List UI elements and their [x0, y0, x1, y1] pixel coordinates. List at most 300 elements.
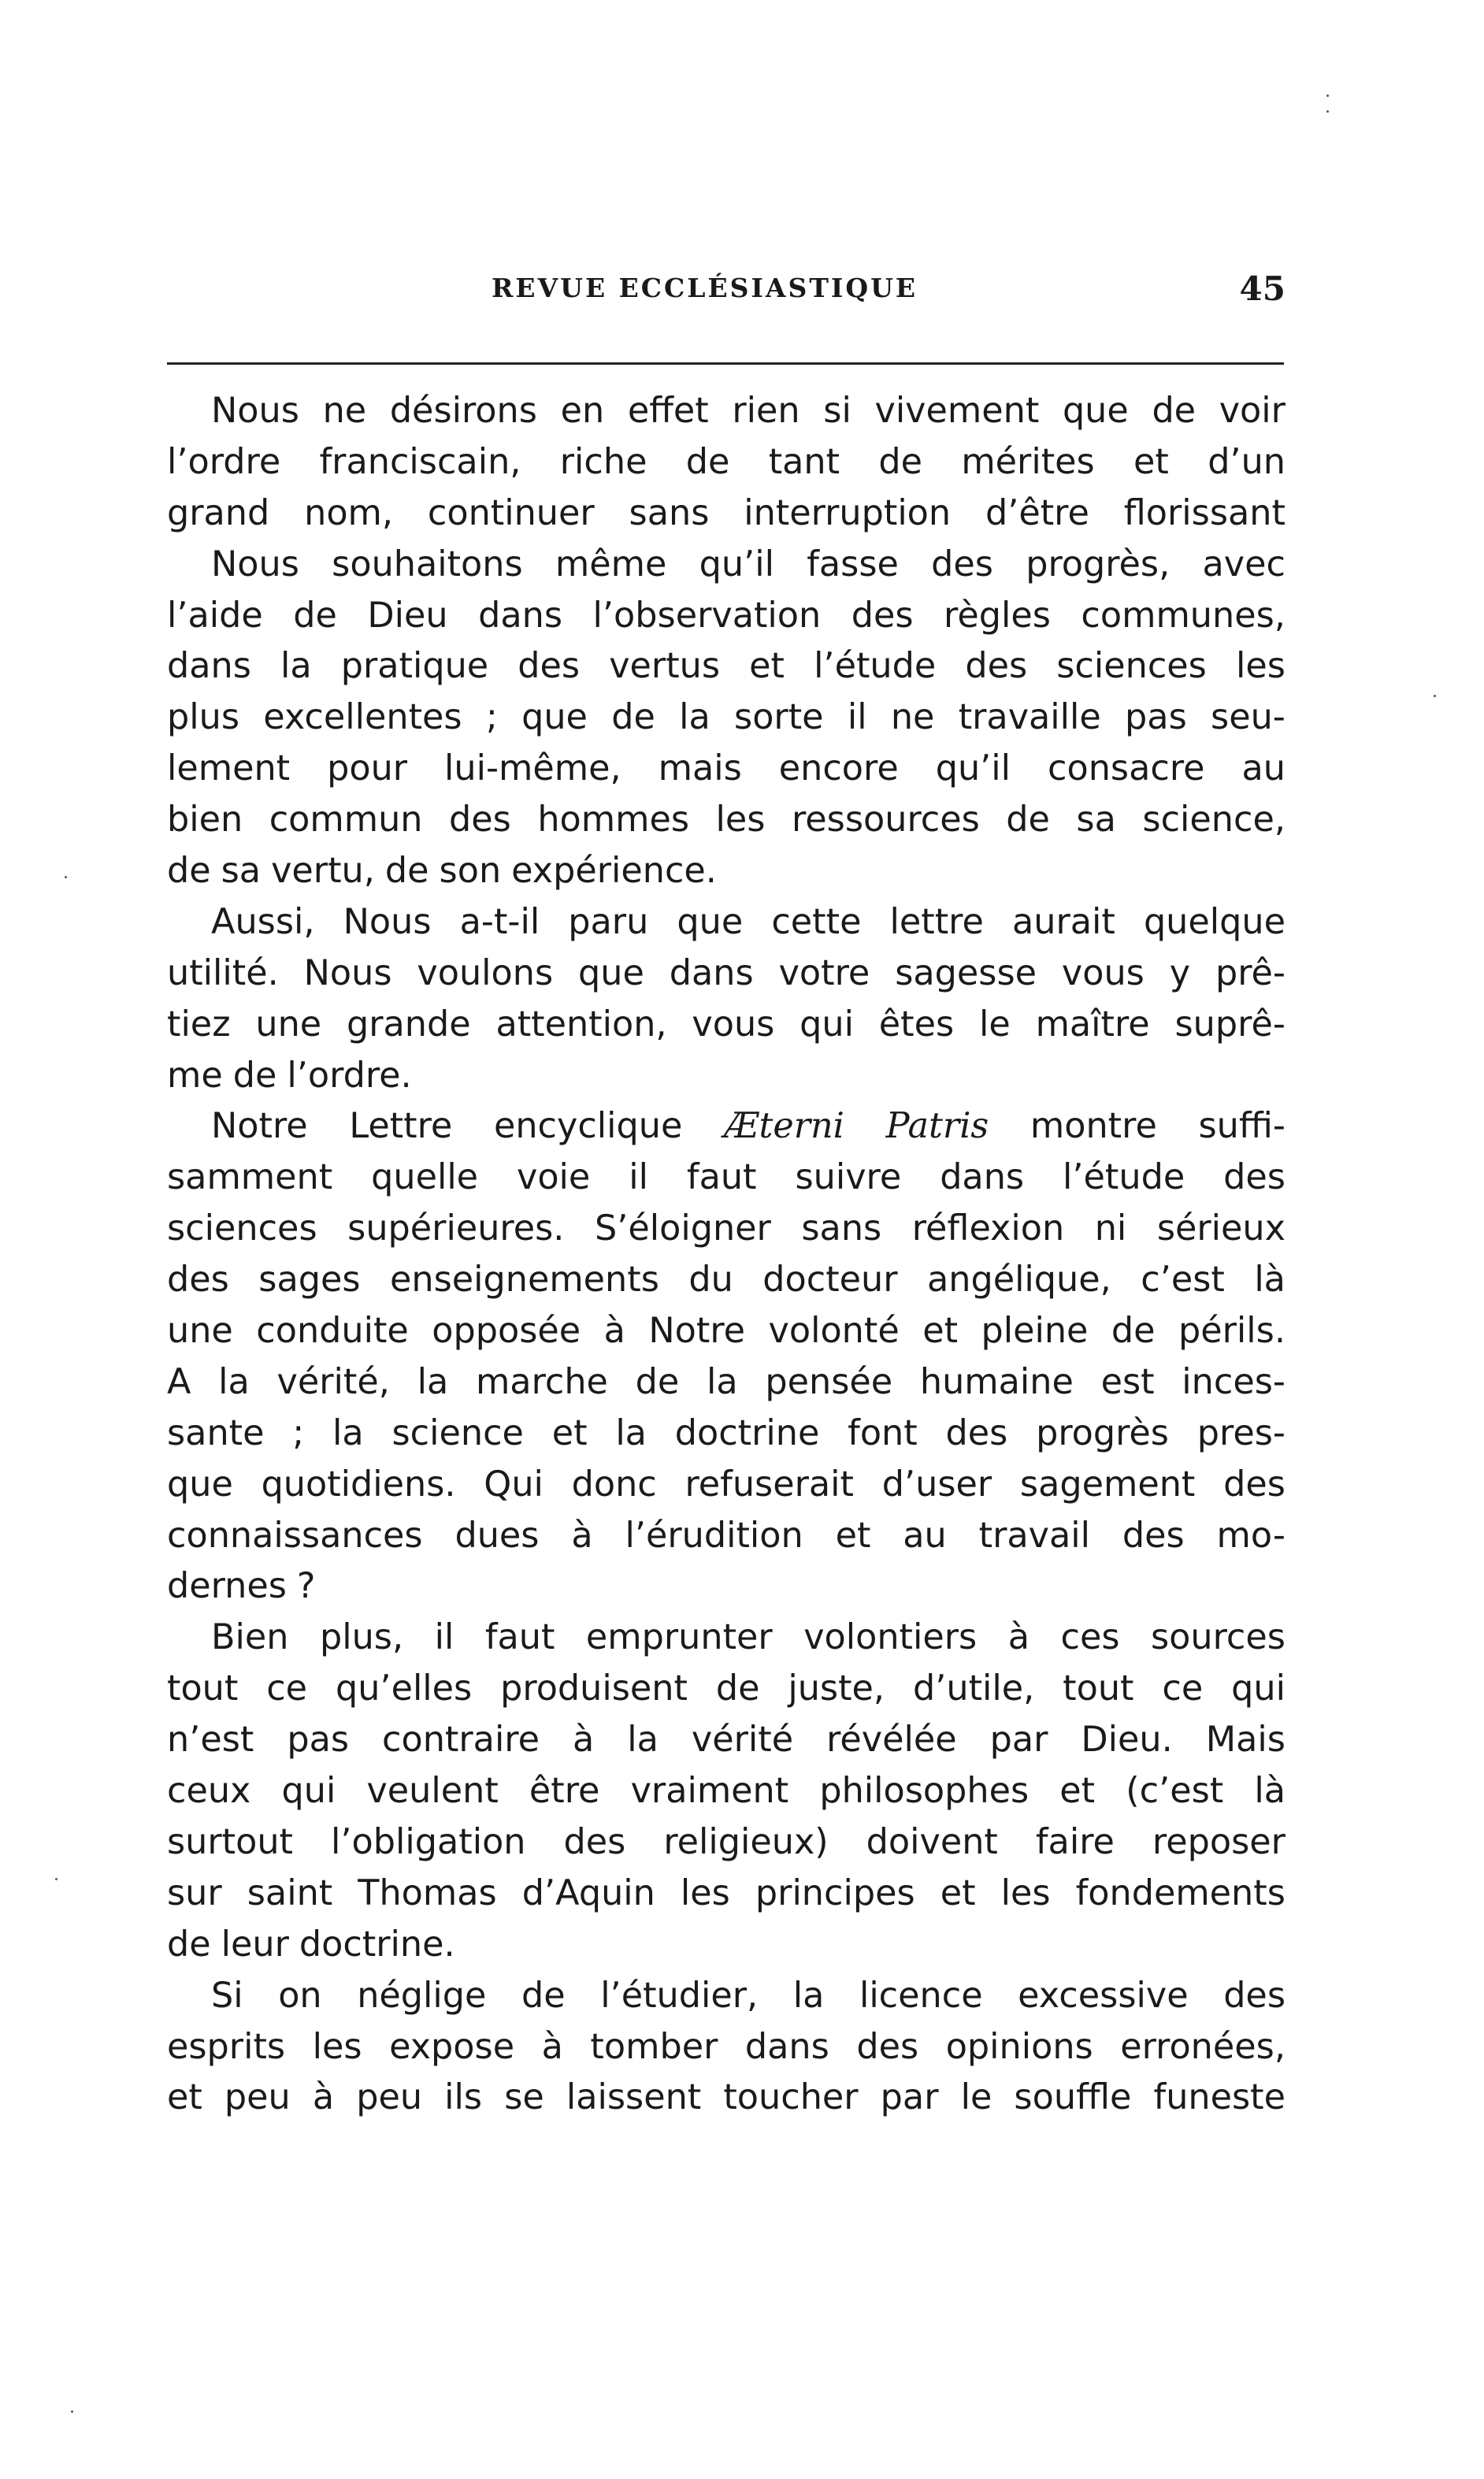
word: donc: [571, 1464, 657, 1505]
word: angélique,: [926, 1260, 1111, 1301]
word: pour: [327, 748, 408, 789]
word: d’Aquin: [521, 1872, 655, 1913]
word: il: [847, 697, 867, 738]
word: conduite: [256, 1311, 409, 1352]
word: Aussi,: [211, 901, 315, 942]
word: réflexion: [911, 1208, 1065, 1249]
word: Nous: [211, 544, 299, 584]
text-line: [167, 2073, 1286, 2124]
word: supérieures.: [347, 1208, 565, 1249]
word: Nous: [343, 901, 432, 942]
word: communes,: [1081, 595, 1286, 636]
word: vous: [1061, 952, 1145, 993]
word: enseignements: [389, 1260, 659, 1301]
word: qui: [800, 1004, 854, 1045]
word: souffle: [1014, 2077, 1132, 2118]
word: vous: [692, 1004, 775, 1045]
word: qui: [281, 1771, 336, 1812]
word: Qui: [484, 1464, 544, 1505]
word: interruption: [744, 492, 952, 533]
text-line: [167, 1971, 1286, 2022]
word: des: [856, 2026, 919, 2067]
word: règles: [944, 595, 1051, 636]
word: grand: [167, 492, 270, 533]
word: quelque: [1143, 901, 1286, 942]
word: prê-: [1215, 952, 1286, 993]
word: de: [232, 1055, 277, 1096]
word: et: [551, 1412, 588, 1453]
word: reposer: [1152, 1821, 1286, 1862]
word: lui-même,: [444, 748, 621, 789]
word: l’étudier,: [600, 1975, 759, 2016]
word: pres-: [1196, 1412, 1286, 1453]
word: les: [1235, 646, 1286, 687]
word: Mais: [1205, 1720, 1286, 1761]
word: suprê-: [1174, 1004, 1286, 1045]
word: des: [1122, 1515, 1185, 1556]
word: bien: [167, 800, 243, 841]
word: en: [560, 391, 605, 431]
word: on: [278, 1975, 322, 2016]
word: ne: [322, 391, 367, 431]
text-line: [167, 1561, 1286, 1612]
word: ceux: [167, 1771, 251, 1812]
word: fondements: [1075, 1872, 1286, 1913]
word: sagesse: [895, 952, 1037, 993]
word: religieux): [663, 1821, 829, 1862]
word: pas: [287, 1720, 350, 1761]
print-speck: [1326, 110, 1329, 113]
word: la: [280, 646, 312, 687]
word: doctrine: [674, 1412, 820, 1453]
word: des: [851, 595, 914, 636]
word: n’est: [167, 1720, 254, 1761]
word: le: [960, 2077, 992, 2118]
word: et: [1133, 441, 1169, 482]
word: excessive: [1018, 1975, 1189, 2016]
word: des: [1223, 1157, 1286, 1198]
word: que: [521, 697, 588, 738]
word: et: [940, 1872, 976, 1913]
word: licence: [859, 1975, 983, 2016]
word: attention,: [495, 1004, 667, 1045]
word: à: [603, 1311, 625, 1352]
word: docteur: [762, 1260, 898, 1301]
word: la: [615, 1412, 647, 1453]
text-line: [167, 948, 1286, 1000]
word: et: [749, 646, 785, 687]
word: hommes: [537, 800, 690, 841]
word: être: [529, 1771, 600, 1812]
print-speck: [71, 2410, 73, 2413]
text-line: [167, 846, 1286, 897]
word: dans: [478, 595, 563, 636]
print-speck: [55, 1878, 58, 1880]
word: continuer: [427, 492, 595, 533]
word: à: [572, 1720, 595, 1761]
word: humaine: [919, 1361, 1074, 1402]
word: les: [715, 800, 766, 841]
word: sur: [167, 1872, 222, 1913]
word: refuserait: [684, 1464, 854, 1505]
word: à: [1007, 1617, 1030, 1658]
word: emprunter: [585, 1617, 773, 1658]
word: sorte: [734, 697, 824, 738]
word: avec: [1202, 544, 1286, 584]
word: de: [1111, 1311, 1156, 1352]
text-line: [167, 1920, 1286, 1971]
word: l’observation: [592, 595, 822, 636]
word: quotidiens.: [261, 1464, 456, 1505]
word: philosophes: [819, 1771, 1030, 1812]
word: y: [1169, 952, 1191, 993]
word: travail: [978, 1515, 1090, 1556]
text-line: [167, 1511, 1286, 1562]
word: toucher: [723, 2077, 859, 2118]
text-line: [167, 540, 1286, 591]
word: ce: [266, 1668, 308, 1709]
word: d’user: [881, 1464, 992, 1505]
word: travaille: [958, 697, 1101, 738]
word: l’ordre.: [287, 1055, 412, 1096]
text-line: [167, 591, 1286, 642]
word: aurait: [1011, 901, 1115, 942]
word: peu: [356, 2077, 423, 2118]
word: des: [1223, 1975, 1286, 2016]
word: expérience.: [511, 851, 717, 892]
word: voir: [1219, 391, 1286, 431]
word: (c’est: [1126, 1771, 1224, 1812]
word: principes: [755, 1872, 915, 1913]
word: la: [332, 1412, 364, 1453]
word: Dieu.: [1081, 1720, 1173, 1761]
text-line: [167, 1460, 1286, 1511]
word: doctrine.: [299, 1924, 455, 1965]
word: périls.: [1178, 1311, 1286, 1352]
text-line: [167, 744, 1286, 795]
word: paru: [568, 901, 649, 942]
text-line: [167, 1612, 1286, 1664]
word: de: [635, 1361, 680, 1402]
word: suffi-: [1198, 1106, 1286, 1147]
word: que: [578, 952, 644, 993]
word: sages: [258, 1260, 361, 1301]
word: progrès,: [1026, 544, 1171, 584]
word: science: [391, 1412, 524, 1453]
word: doivent: [866, 1821, 998, 1862]
word: Notre: [648, 1311, 746, 1352]
word: sante: [167, 1412, 265, 1453]
word: les: [1000, 1872, 1051, 1913]
word: souhaitons: [332, 544, 523, 584]
word: surtout: [167, 1821, 294, 1862]
word: l’ordre: [167, 441, 281, 482]
word: Dieu: [367, 595, 448, 636]
word: la: [627, 1720, 659, 1761]
word: il: [434, 1617, 454, 1658]
word: voie: [517, 1157, 591, 1198]
word: des: [563, 1821, 626, 1862]
word: peu: [224, 2077, 291, 2118]
word: ;: [485, 697, 498, 738]
word: tomber: [590, 2026, 718, 2067]
running-header: [167, 269, 1286, 317]
word: la: [417, 1361, 449, 1402]
word: une: [167, 1311, 233, 1352]
running-title: REVUE ECCLÉSIASTIQUE: [492, 273, 918, 303]
word: maître: [1035, 1004, 1150, 1045]
word: Notre: [211, 1106, 308, 1147]
word: Thomas: [358, 1872, 497, 1913]
word: l’obligation: [331, 1821, 526, 1862]
word: mérites: [961, 441, 1095, 482]
text-line: [167, 1408, 1286, 1460]
word: sérieux: [1156, 1208, 1286, 1249]
word: si: [823, 391, 851, 431]
word: de: [1006, 800, 1050, 841]
word: son: [439, 851, 502, 892]
word: quelle: [371, 1157, 479, 1198]
word: est: [1100, 1361, 1155, 1402]
word: au: [903, 1515, 947, 1556]
body-text: [167, 386, 1286, 2124]
word: vertus: [609, 646, 721, 687]
word: effet: [627, 391, 709, 431]
word: franciscain,: [319, 441, 521, 482]
word: de: [715, 1668, 760, 1709]
print-speck: [65, 876, 67, 878]
word: utilité.: [167, 952, 279, 993]
word: connaissances: [167, 1515, 423, 1556]
word: volontiers: [803, 1617, 978, 1658]
word: l’étude: [814, 646, 937, 687]
word: des: [931, 544, 993, 584]
word: sciences: [1056, 646, 1207, 687]
word: êtes: [878, 1004, 955, 1045]
word: ils: [444, 2077, 483, 2118]
word: de: [1152, 391, 1196, 431]
word: par: [880, 2077, 939, 2118]
word: vérité: [691, 1720, 794, 1761]
text-line: [167, 1051, 1286, 1102]
text-line: [167, 2022, 1286, 2073]
text-line: [167, 1357, 1286, 1408]
word: la: [792, 1975, 825, 2016]
word: mo-: [1216, 1515, 1286, 1556]
word: sans: [801, 1208, 882, 1249]
word: me: [167, 1055, 223, 1096]
word: encyclique: [493, 1106, 683, 1147]
word: funeste: [1153, 2077, 1286, 2118]
text-line: [167, 1715, 1286, 1766]
word: et: [1059, 1771, 1096, 1812]
word: à: [312, 2077, 335, 2118]
word: désirons: [389, 391, 537, 431]
word: des: [167, 1260, 229, 1301]
text-line: [167, 1101, 1286, 1152]
text-line: [167, 795, 1286, 846]
word: florissant: [1123, 492, 1286, 533]
word: dans: [669, 952, 754, 993]
word: ?: [296, 1566, 316, 1607]
word: et: [835, 1515, 871, 1556]
word: vérité,: [276, 1361, 390, 1402]
word: rien: [732, 391, 800, 431]
word: la: [707, 1361, 738, 1402]
word: encore: [778, 748, 899, 789]
word: ;: [292, 1412, 305, 1453]
word: volonté: [768, 1311, 900, 1352]
word: ces: [1060, 1617, 1120, 1658]
word: nom,: [304, 492, 394, 533]
text-line: [167, 1766, 1286, 1817]
word: vertu,: [271, 851, 375, 892]
word: veulent: [366, 1771, 499, 1812]
word: des: [945, 1412, 1008, 1453]
word: la: [679, 697, 710, 738]
word: dans: [167, 646, 251, 687]
word: ce: [1162, 1668, 1204, 1709]
word: des: [1223, 1464, 1286, 1505]
word: de: [167, 851, 211, 892]
word: c’est: [1141, 1260, 1225, 1301]
word: dans: [940, 1157, 1025, 1198]
word: dernes: [167, 1566, 287, 1607]
word: sa: [1076, 800, 1116, 841]
word: montre: [1030, 1106, 1157, 1147]
word: vraiment: [630, 1771, 789, 1812]
word: par: [989, 1720, 1048, 1761]
word: laissent: [566, 2077, 702, 2118]
text-line: [167, 692, 1286, 744]
word: au: [1241, 748, 1286, 789]
word: qu’il: [935, 748, 1011, 789]
word: dues: [454, 1515, 540, 1556]
word: faut: [484, 1617, 555, 1658]
word: marche: [475, 1361, 608, 1402]
text-line: [167, 1664, 1286, 1715]
word: grande: [346, 1004, 471, 1045]
word: l’étude: [1063, 1157, 1185, 1198]
word: opinions: [945, 2026, 1093, 2067]
word: que: [1062, 391, 1129, 431]
word: font: [848, 1412, 918, 1453]
word: ni: [1094, 1208, 1127, 1249]
word: contraire: [382, 1720, 540, 1761]
word: de: [293, 595, 337, 636]
text-line: [167, 1000, 1286, 1051]
text-line: [167, 897, 1286, 948]
word: sciences: [167, 1208, 317, 1249]
word: de: [521, 1975, 566, 2016]
word: voulons: [417, 952, 554, 993]
word: pratique: [340, 646, 489, 687]
word: faire: [1035, 1821, 1115, 1862]
word: du: [688, 1260, 733, 1301]
word: Nous: [211, 391, 299, 431]
word: et: [922, 1311, 959, 1352]
word: se: [504, 2077, 544, 2118]
word: une: [255, 1004, 322, 1045]
text-line: [167, 488, 1286, 540]
word: sources: [1151, 1617, 1286, 1658]
word: pleine: [981, 1311, 1089, 1352]
word: cette: [771, 901, 862, 942]
word: mais: [658, 748, 742, 789]
word: pas: [1125, 697, 1187, 738]
text-line: [167, 437, 1286, 488]
word: plus,: [319, 1617, 404, 1658]
word: riche: [559, 441, 647, 482]
word: S’éloigner: [594, 1208, 771, 1249]
word: d’un: [1208, 441, 1286, 482]
word: qui: [1231, 1668, 1286, 1709]
word: de: [384, 851, 429, 892]
word: faut: [686, 1157, 757, 1198]
word: votre: [778, 952, 870, 993]
word: d’utile,: [912, 1668, 1035, 1709]
word: expose: [389, 2026, 515, 2067]
word: là: [1254, 1771, 1286, 1812]
word: esprits: [167, 2026, 286, 2067]
word: leur: [221, 1924, 289, 1965]
word: qu’il: [699, 544, 774, 584]
text-line: [167, 641, 1286, 692]
word: pensée: [765, 1361, 893, 1402]
word: sagement: [1019, 1464, 1196, 1505]
word: Lettre: [349, 1106, 453, 1147]
word: Æterni: [723, 1106, 844, 1147]
word: produisent: [500, 1668, 688, 1709]
word: progrès: [1036, 1412, 1169, 1453]
word: A: [167, 1361, 191, 1402]
word: à: [541, 2026, 563, 2067]
word: commun: [269, 800, 423, 841]
word: Si: [211, 1975, 243, 2016]
word: vivement: [874, 391, 1040, 431]
word: tant: [768, 441, 840, 482]
text-line: [167, 1255, 1286, 1306]
word: de: [685, 441, 730, 482]
word: dans: [744, 2026, 829, 2067]
word: et: [167, 2077, 202, 2118]
word: la: [218, 1361, 250, 1402]
text-line: [167, 1817, 1286, 1869]
word: néglige: [357, 1975, 487, 2016]
word: saint: [247, 1872, 333, 1913]
word: les: [312, 2026, 362, 2067]
word: samment: [167, 1157, 333, 1198]
word: là: [1254, 1260, 1286, 1301]
word: Bien: [211, 1617, 289, 1658]
word: de: [878, 441, 923, 482]
word: suivre: [795, 1157, 902, 1198]
word: que: [677, 901, 744, 942]
word: seu-: [1211, 697, 1286, 738]
word: Nous: [303, 952, 392, 993]
text-line: [167, 1869, 1286, 1920]
word: erronées,: [1120, 2026, 1286, 2067]
word: des: [965, 646, 1028, 687]
text-line: [167, 1204, 1286, 1255]
word: des: [518, 646, 581, 687]
word: révélée: [826, 1720, 957, 1761]
word: qu’elles: [335, 1668, 473, 1709]
word: sans: [629, 492, 710, 533]
text-line: [167, 1152, 1286, 1204]
word: Patris: [885, 1106, 989, 1147]
word: plus: [167, 697, 239, 738]
